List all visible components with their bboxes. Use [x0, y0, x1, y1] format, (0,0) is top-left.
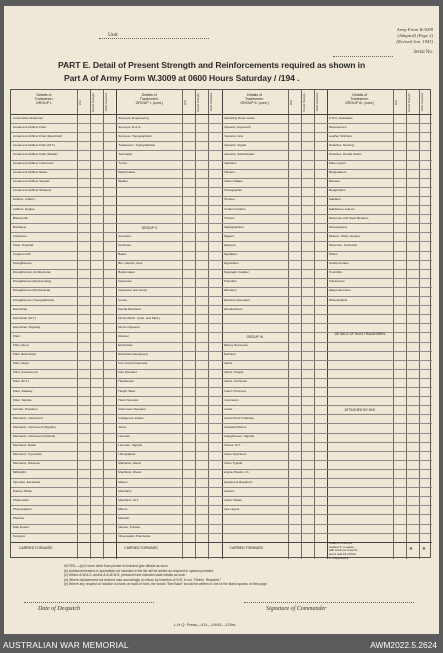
form-reference-line: (Adapted) (Page 2)	[397, 32, 433, 38]
trade-label: Fitter (Gun)	[13, 344, 29, 347]
trade-label: Plate Layers	[328, 162, 346, 165]
trade-label: Driver Operators	[223, 453, 247, 457]
trade-label: Hairdresser	[118, 380, 135, 384]
form-reference-line: (Revised Jan. 1943)	[396, 38, 433, 44]
column-subheader: W.E.	[184, 99, 188, 105]
column-header-line: Details of	[247, 93, 262, 97]
trade-label: Moulder	[118, 516, 130, 520]
row-divider	[11, 378, 432, 379]
trade-label: Gas Operator	[118, 371, 137, 375]
trade-label: Electrician (Engineer)	[118, 353, 148, 357]
row-divider	[11, 132, 432, 133]
trade-label: Grinder, Precision	[13, 407, 38, 411]
trade-label: Armament Artificer Signals	[13, 180, 50, 184]
row-divider	[11, 460, 432, 461]
trade-label: Coppersmith	[13, 253, 31, 256]
trade-label: Concreters	[223, 398, 239, 402]
trade-label: Draughtsman (Topographical)	[13, 298, 54, 302]
trade-label: Mechanic	[118, 489, 132, 493]
trade-label: Armament Artificer Fitter (Radar)	[13, 152, 58, 156]
signature-line	[244, 602, 414, 603]
trade-label: Stokers, Ships, Engine	[328, 234, 361, 238]
row-divider	[11, 505, 432, 506]
trade-label: Radiographers	[223, 225, 244, 229]
unit-label: Unit	[108, 32, 118, 38]
row-divider	[11, 487, 432, 488]
column-subheader: Reinf. Required.	[105, 92, 109, 112]
column-header-line: Tradesmen.	[350, 97, 370, 102]
trade-label: Boilermaker	[118, 271, 135, 275]
trade-label: Artificer, Artillery	[13, 198, 36, 202]
trade-label: Saw Doctor	[13, 526, 29, 529]
trade-label: Clerk, Hospital	[13, 243, 34, 247]
trade-label: Drivers, M.T.	[223, 444, 241, 448]
trade-label: Toolmaker	[118, 152, 133, 156]
trade-label: Plumber	[13, 516, 25, 520]
signature-label: Signature of Commander	[266, 606, 327, 612]
row-divider	[11, 141, 432, 142]
trade-label: Armament Artificer Fitter (Electrical)	[13, 134, 62, 138]
column-header-line: Tradesmen.	[139, 97, 159, 102]
trade-label: Watchmaker	[118, 171, 136, 175]
attached-title: ATTACHED BY W.E.	[344, 408, 376, 413]
trade-label: Battery Surveyors	[223, 344, 249, 347]
trade-label: Fitter, Railway	[13, 389, 33, 393]
trade-label: Fitter (Instrument)	[13, 371, 38, 375]
trade-label: Fitter	[13, 334, 21, 338]
trade-label: Armament Artificer Radio	[13, 171, 48, 175]
row-divider	[11, 469, 432, 470]
trade-label: Lithographer	[118, 453, 136, 457]
trade-label: Driver-Mech. (Amb. and Med.)	[118, 316, 160, 320]
trade-label: Despatch Riders	[223, 425, 247, 429]
row-divider	[11, 205, 432, 206]
trade-label: Orderlies, Nursing	[328, 143, 354, 147]
row-divider	[11, 387, 432, 388]
trade-label: Tailors	[328, 253, 338, 256]
note-line: (b) Authorized trades or specialists not included in the list will be added as required in spaces provided.	[64, 568, 215, 573]
trade-label: G.P.O. Assistants	[328, 116, 353, 120]
column-subheader: W.E.	[289, 99, 293, 105]
column-header	[117, 93, 181, 106]
trade-label: Machinist, Metal	[118, 462, 141, 466]
trade-label: Operator, Signal	[223, 143, 246, 147]
totals-note-line: with columns 4 and 5	[328, 548, 357, 553]
column-header-line: GROUP III. (cont.)	[345, 101, 375, 106]
row-divider	[11, 223, 432, 224]
column-subheader: W.E.	[394, 99, 398, 105]
trade-label: Printers	[223, 216, 235, 220]
totals-note-line: A. respectively.	[328, 555, 349, 560]
row-divider	[11, 305, 432, 306]
totals-note-line: marked ∗ to agree	[328, 544, 354, 549]
trade-label: Surveyor	[13, 535, 26, 539]
trade-label: Driver-Operator	[118, 325, 140, 329]
trade-label: Mason	[118, 480, 128, 484]
row-divider	[11, 196, 432, 197]
row-divider	[11, 451, 432, 452]
archive-caption: AUSTRALIAN WAR MEMORIAL	[3, 640, 129, 650]
row-divider	[11, 405, 432, 406]
trade-label: Bkr. Candl's, Asst.	[118, 262, 144, 266]
trade-label: Electrician	[118, 344, 133, 347]
trade-label: Carpenter and Joiner	[118, 289, 148, 293]
carried-forward-label: CARRIED FORWARD	[124, 545, 158, 550]
row-divider	[11, 414, 432, 415]
trade-label: Carpenter	[13, 234, 27, 238]
trade-label: Textile Knitters	[328, 262, 349, 266]
trade-label: Armament Artificer Wireless	[13, 189, 52, 193]
row-divider	[11, 496, 432, 497]
trade-label: Storemen, Technical	[328, 243, 357, 247]
trade-label: Gas Layers	[223, 507, 240, 511]
trade-label: Photographer	[13, 507, 32, 511]
column-subheader: Posted Strength.	[197, 92, 201, 112]
trade-label: Operator, Excavator	[13, 480, 41, 484]
trade-label: Helio Operator	[118, 398, 139, 402]
row-divider	[11, 178, 432, 179]
trade-label: Painter, Boiler	[13, 489, 33, 493]
trade-label: Lineman	[118, 435, 131, 438]
trade-label: Storemen and Steel Benders	[328, 216, 369, 220]
column-header-line: Tradesmen.	[244, 97, 265, 102]
note-line: (e) Where any request or notation is made on back of form, the words "See Back" should be written in one of the blank spaces on this page.	[64, 582, 268, 587]
row-divider	[11, 478, 432, 479]
trade-label: Height Taker	[118, 389, 136, 393]
trade-label: Tinsmiths	[328, 271, 342, 275]
trade-label: Armourer	[118, 234, 132, 238]
trade-label: Woodworkers	[223, 307, 243, 311]
trade-label: Artificer, Engine	[13, 207, 35, 211]
trade-label: Wheelwrights	[328, 298, 348, 302]
row-divider	[11, 423, 432, 424]
total-marker: ∗	[421, 546, 427, 552]
trade-label: Sawyers	[223, 243, 236, 247]
total-marker: ∗	[408, 546, 414, 552]
row-divider	[11, 123, 432, 124]
trade-label: Bricklayer	[13, 225, 27, 229]
row-divider	[11, 369, 432, 370]
trade-label: Wireless Operators	[223, 298, 250, 302]
column-header-line: Tradesmen.	[34, 97, 54, 102]
serial-field-line	[333, 56, 393, 57]
trade-label: Storekeepers	[328, 225, 348, 229]
column-header-line: GROUP I.	[35, 101, 53, 106]
column-header-line: Details of	[36, 93, 52, 97]
group-title: GROUP II.	[141, 226, 158, 231]
trade-label: Mechanic, Instrument (Optical)	[13, 435, 56, 438]
trade-label: Signwriters	[223, 262, 239, 266]
trade-label: Electrician (M.T.)	[13, 316, 37, 320]
column-header	[12, 93, 76, 106]
trade-label: Painters	[223, 171, 235, 175]
trade-label: Photographer	[223, 189, 243, 193]
trade-label: Orderlies, Dental Clerks	[328, 152, 362, 156]
trade-label: Millwright	[13, 471, 26, 475]
trade-label: Engine Hands, I.C.	[223, 471, 250, 475]
row-divider	[11, 433, 432, 434]
strength-table	[10, 89, 431, 558]
trade-label: Fitter (M.T.)	[13, 380, 29, 384]
trade-label: Surveyor, Topographical	[118, 134, 152, 138]
trade-label: Mechanic, Instrument	[13, 416, 43, 420]
column-header-line: Details of	[141, 93, 157, 97]
row-divider	[11, 396, 432, 397]
unit-field-line	[99, 38, 209, 39]
trade-label: Joiner	[118, 425, 127, 429]
column-subheader: Reinf. Required.	[210, 92, 214, 112]
carried-forward-label: CARRIED FORWARD	[229, 545, 264, 550]
row-divider	[11, 269, 432, 270]
trade-label: Draughtsman, Architectural	[13, 271, 51, 275]
trade-label: Tinsmiths	[223, 280, 237, 284]
trade-label: Armament Artificer Fitter	[13, 125, 47, 129]
trade-label: Carpenter	[118, 280, 133, 284]
trade-label: Clerks, Technical	[223, 380, 247, 384]
non-tradesmen-title: DETAILS OF NON-TRADESMEN.	[334, 332, 386, 337]
column-subheader: W.E.	[79, 99, 82, 105]
column-subheader: Reinf. Required.	[315, 92, 319, 112]
row-divider	[11, 251, 432, 252]
trade-label: Hammermen	[328, 125, 347, 129]
trade-label: Wheelers	[223, 289, 237, 293]
trade-label: Position Finders	[223, 207, 246, 211]
despatch-date-line	[24, 602, 154, 603]
note-line: (d) Where replacement not desired note accordingly on return by insertion of N.R. in col. "Reinfs. Required."	[64, 577, 222, 582]
trade-label: Coach Trimmers	[223, 389, 247, 393]
trade-label: Ammunition Examiner	[13, 116, 44, 120]
note-line: NOTES.—(a) If more other than private is included give details as such.	[64, 564, 169, 568]
column-subheader: Posted Strength.	[407, 92, 411, 112]
column-header-line: Details of	[352, 93, 368, 97]
row-divider	[11, 314, 432, 315]
date-of-despatch-label: Date of Despatch	[38, 606, 80, 612]
row-divider	[11, 278, 432, 279]
column-header	[223, 93, 287, 106]
column-subheader: Posted Strength.	[92, 92, 96, 112]
trade-label: Draughtsman (Engineering)	[13, 280, 52, 284]
trade-label: Cooks	[223, 407, 233, 411]
trade-label: Operator, Line	[223, 134, 244, 138]
trade-label: Intelligence Duties	[118, 416, 144, 420]
trade-label: Opticians	[223, 162, 237, 165]
form-reference-line: Army Form W.3009	[396, 27, 433, 32]
trade-label: Fitters' Mates	[223, 498, 242, 502]
row-divider	[11, 214, 432, 215]
row-divider	[11, 342, 432, 343]
trade-label: Cooks	[118, 298, 128, 302]
trade-label: Leather Stitchers	[328, 134, 353, 138]
row-divider	[11, 187, 432, 188]
row-divider	[11, 287, 432, 288]
row-divider	[11, 323, 432, 324]
note-line: (c) Where A.W.A.S. and/or A.A.M.W.S. personnel are included state details as such.	[64, 573, 187, 578]
trade-label: Instrument Operator	[118, 407, 146, 411]
trade-label: Fire Control Operator	[118, 362, 148, 366]
trade-label: Fitter (Electrical)	[13, 353, 36, 357]
trade-label: Operating Room Assts.	[223, 116, 256, 120]
totals-note-line: and 1 and 18 of Part	[328, 551, 356, 556]
trade-label: Surveyor, R.A.A.	[118, 125, 142, 129]
form-sheet	[4, 6, 439, 634]
row-divider	[11, 533, 432, 534]
trade-label: Clerks, Supply	[223, 371, 244, 375]
trade-label: Rangetakers	[328, 171, 347, 175]
trade-label: Mechanic, Wireless	[13, 462, 40, 466]
trade-label: Nurses, Trained	[118, 526, 141, 529]
row-divider	[11, 241, 432, 242]
trade-label: Electrician (Signals)	[13, 325, 41, 329]
archive-accession-number: AWM2022.5.2624	[370, 640, 437, 650]
trade-label: Mechanic, Typewriter	[13, 453, 43, 457]
trade-label: Telegraph Installer	[223, 271, 249, 275]
trade-label: Saddlers	[328, 198, 341, 202]
trade-label: Mechanic, M.T.	[118, 498, 140, 502]
trade-label: Vulcanisers	[328, 280, 345, 284]
trade-label: Armament Artificer Fitter (M.T.)	[13, 143, 56, 147]
trade-label: Electrician	[13, 307, 28, 311]
trade-label: Welder	[118, 180, 128, 184]
trade-label: Riggers	[223, 234, 235, 238]
row-divider	[11, 160, 432, 161]
printer-imprint: L.H.Q. Press—411—19/43—120m.	[174, 622, 237, 627]
trade-label: Fitter, Signals	[13, 398, 32, 402]
row-divider	[11, 524, 432, 525]
trade-label: Clerks	[223, 362, 233, 366]
trade-label: Pattern Maker	[223, 180, 243, 184]
trade-label: Dresser	[118, 334, 130, 338]
trade-label: Turner	[118, 162, 128, 165]
trade-label: Dental Clerk Orderlies	[223, 416, 254, 420]
trade-label: Plumber	[223, 198, 236, 202]
form-title-line-1: PART E. Detail of Present Strength and Reinforcements required as shown in	[58, 60, 366, 70]
row-divider	[11, 169, 432, 170]
trade-label: Anvilman	[118, 243, 131, 247]
trade-label: Signallers	[223, 253, 238, 256]
row-divider	[11, 442, 432, 443]
totals-note-line: Totals of columns	[328, 541, 352, 546]
trade-label: Farriers	[223, 489, 235, 493]
trade-label: Blacksmith	[13, 216, 28, 220]
carried-forward-label: CARRIED FORWARD	[19, 545, 53, 550]
trade-label: Surveyor, Engineering	[118, 116, 149, 120]
column-subheader: Posted Strength.	[302, 92, 306, 112]
trade-label: Operator, Keyboard	[223, 125, 251, 129]
trade-label: Saddletree Joiners	[328, 207, 355, 211]
column-header-line: GROUP I. (cont.)	[135, 101, 163, 106]
trade-label: Draughtsman	[13, 262, 32, 266]
trade-label: Baker	[118, 253, 127, 256]
trade-label: Observation Post Assts.	[118, 535, 152, 539]
header-divider	[11, 114, 432, 115]
row-divider	[11, 351, 432, 352]
trade-label: Fitter (Gas)	[13, 362, 29, 366]
trade-label: Riveters	[328, 180, 341, 184]
trade-label: Operator, Switchboard	[223, 152, 255, 156]
trade-label: Miners	[118, 507, 128, 511]
trade-label: Draughtsmen, Signals	[223, 435, 254, 438]
trade-label: Butchers	[223, 353, 236, 357]
row-divider	[11, 514, 432, 515]
form-title-line-2: Part A of Army Form W.3009 at 0600 Hours Saturday / /194 .	[64, 73, 300, 83]
trade-label: Mechanic, Instrument (Signals)	[13, 425, 56, 429]
trade-label: Pharmacist	[13, 498, 29, 502]
row-divider	[11, 260, 432, 261]
trade-label: Roughriders	[328, 189, 346, 193]
trade-label: Mechanic, Radio	[13, 444, 37, 448]
row-divider	[11, 296, 432, 297]
row-divider	[11, 360, 432, 361]
serial-label: Serial No.	[413, 50, 433, 55]
column-header	[328, 93, 392, 106]
trade-label: Draughtsman (Mechanical)	[13, 289, 51, 293]
trade-label: Tradesmen, Topographical	[118, 143, 155, 147]
trade-label: Wagon Erectors	[328, 289, 351, 293]
trade-label: Equipment Repairers	[223, 480, 253, 484]
column-header-line: GROUP II. (cont.)	[240, 101, 269, 106]
form-reference	[333, 27, 433, 44]
column-subheader: Reinf. Required.	[420, 92, 424, 112]
trade-label: Dental Mechanic	[118, 307, 142, 311]
totals-note	[329, 542, 392, 560]
row-divider	[11, 150, 432, 151]
trade-label: Machinist, Wood	[118, 471, 142, 475]
notes-block	[64, 564, 394, 587]
group-title: GROUP III.	[246, 335, 264, 340]
trade-label: Lineman, Signals	[118, 444, 142, 448]
trade-label: Armament Artificer Instrument	[13, 162, 54, 165]
trade-label: Driver Typists	[223, 462, 243, 466]
row-divider	[11, 232, 432, 233]
